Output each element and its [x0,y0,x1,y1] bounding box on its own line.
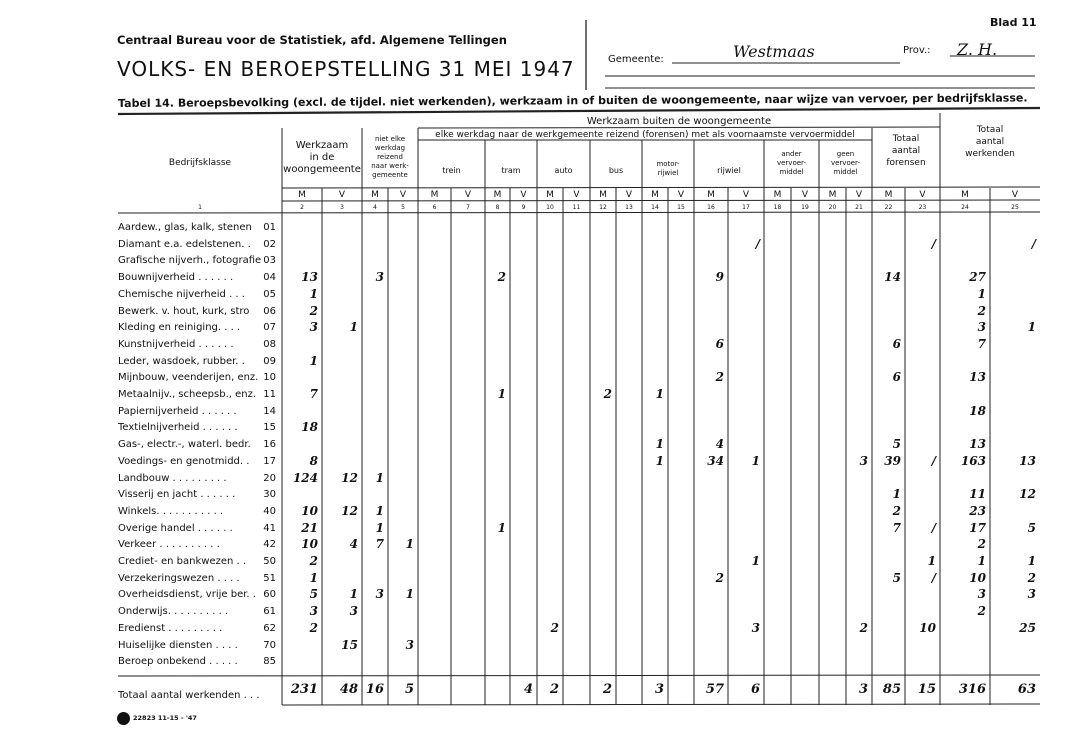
header-mode-geen-vervoermiddel: geen vervoer- middel [830,150,860,176]
cell-value: 163 [960,453,986,468]
cell-value: 34 [707,453,724,468]
column-number: 17 [742,204,750,211]
column-number: 3 [340,204,344,211]
row-code: 15 [263,422,276,434]
cell-value: 1 [751,554,760,568]
column-number: 19 [801,204,809,211]
mv-label: V [338,190,346,200]
column-number: 6 [432,204,437,211]
total-value: 316 [958,682,986,697]
cell-value: 13 [301,270,318,285]
cell-value: 9 [715,270,724,285]
cell-value: 1 [375,503,384,518]
mv-label: M [599,190,607,200]
row-code: 04 [263,272,276,284]
row-label: Overheidsdienst, vrije ber. . [118,589,256,601]
total-value: 85 [882,682,901,697]
cell-value: 1 [375,520,384,535]
row-code: 11 [263,389,276,400]
row-code: 03 [263,255,276,267]
cell-value: 6 [715,336,724,351]
census-title: VOLKS- EN BEROEPSTELLING 31 MEI 1947 [117,57,575,81]
header-mode-rijwiel: rijwiel [717,166,741,175]
column-number: 23 [918,204,927,211]
footer-print-code: 22823 11-15 - '47 [133,714,197,722]
cell-value: 2 [550,620,559,635]
cell-value: 3 [349,604,358,619]
cell-value: 25 [1019,620,1036,635]
cell-value: 27 [969,270,986,285]
cell-value: 2 [1027,570,1036,585]
cell-value: 1 [309,286,318,301]
row-label: Voedings- en genotmidd. . [118,455,250,467]
total-value: 3 [858,682,868,697]
column-number: 4 [373,204,377,211]
header-werkzaam-in-woongemeente: Werkzaam in de woongemeente [283,140,361,175]
cell-value: 14 [884,270,901,285]
row-label: Overige handel . . . . . . [118,522,233,534]
column-number: 21 [855,204,863,211]
row-code: 02 [263,238,276,250]
row-label: Chemische nijverheid . . . [118,288,245,300]
mv-label: M [298,190,306,200]
mv-label: M [773,190,782,200]
cell-value: 5 [1027,520,1036,535]
row-label: Bewerk. v. hout, kurk, stro [118,305,250,317]
cell-value: 2 [497,270,506,285]
cell-value: 21 [301,520,318,535]
row-code: 17 [263,455,276,467]
prov-label: Prov.: [903,45,931,56]
cell-value: 1 [349,320,358,335]
cell-value: 2 [309,554,318,568]
cell-value: 12 [1019,487,1036,502]
cell-value: 2 [892,503,901,518]
total-row-label: Totaal aantal werkenden . . . [118,690,260,701]
row-code: 20 [263,472,276,484]
total-value: 63 [1017,682,1036,697]
column-number: 10 [546,204,554,211]
cell-value: 18 [301,420,318,435]
cell-value: / [1031,236,1036,251]
header-elke-werkdag: elke werkdag naar de werkgemeente reizend (forensen) met als voornaamste vervoermiddel [435,130,855,140]
column-number: 18 [773,204,782,211]
row-label: Aardew., glas, kalk, stenen [118,222,252,233]
mv-label: M [828,190,837,200]
row-label: Bouwnijverheid . . . . . . [118,272,234,284]
cell-value: 18 [969,403,986,418]
column-number: 5 [401,204,405,211]
mv-label: V [573,190,580,200]
table-title: Tabel 14. Beroepsbevolking (excl. de tijdel. niet werkenden), werkzaam in of buiten de woongemeente, naar wijze van vervoer, per bedrijfsklasse. [118,91,1028,110]
row-label: Beroep onbekend . . . . . [118,656,238,668]
total-value: 48 [339,682,358,697]
header-mode-motorrijwiel: motor- rijwiel [656,160,680,177]
cell-value: 3 [309,320,318,335]
total-value: 16 [365,682,384,697]
cell-value: 2 [859,620,868,635]
gemeente-label: Gemeente: [608,54,664,65]
column-number: 13 [625,204,633,211]
cell-value: 3 [375,270,384,285]
cell-value: 13 [969,437,986,452]
row-code: 40 [263,505,276,517]
cell-value: 8 [309,453,318,468]
cell-value: 1 [497,387,506,401]
mv-label: M [493,190,502,200]
row-code: 10 [263,372,276,384]
row-label: Papiernijverheid . . . . . . [118,405,237,417]
row-code: 30 [263,489,276,501]
cell-value: 1 [1027,554,1036,568]
column-number: 9 [521,204,526,211]
row-code: 42 [263,539,276,551]
page-number: Blad 11 [990,16,1037,29]
row-label: Verzekeringswezen . . . . [118,572,240,584]
cell-value: 1 [405,537,414,552]
row-code: 14 [263,405,276,417]
header-mode-trein: trein [442,166,461,175]
column-number: 11 [572,204,581,211]
row-label: Verkeer . . . . . . . . . . [118,539,220,551]
column-number: 12 [599,204,607,211]
total-value: 2 [549,682,559,697]
mv-label: V [855,190,863,200]
cell-value: 1 [655,387,664,401]
header-totaal-forensen: Totaal aantal forensen [886,134,926,168]
header-totaal-werkenden: Totaal aantal werkenden [965,125,1015,159]
column-number: 2 [300,204,304,211]
cell-value: 2 [977,303,986,318]
cell-value: 1 [349,587,358,602]
row-label: Leder, wasdoek, rubber. . [118,355,245,367]
cell-value: 23 [969,503,986,518]
row-label: Eredienst . . . . . . . . . [118,622,223,634]
total-value: 6 [750,682,760,697]
row-label: Kunstnijverheid . . . . . . [118,338,234,350]
row-code: 01 [263,222,276,233]
cell-value: 11 [969,487,986,502]
cell-value: 39 [884,453,901,468]
cell-value: 12 [341,503,358,518]
cell-value: 13 [1019,453,1036,468]
cell-value: 1 [655,437,664,452]
total-value: 57 [705,682,724,697]
row-label: Crediet- en bankwezen . . [118,556,247,567]
row-label: Landbouw . . . . . . . . . [118,472,227,484]
cell-value: 1 [751,453,760,468]
row-code: 61 [263,606,276,618]
mv-label: M [707,190,715,200]
cell-value: 7 [977,336,986,351]
total-value: 15 [917,682,936,697]
cell-value: 3 [405,637,414,652]
column-number: 15 [677,204,685,211]
cell-value: 1 [977,554,986,568]
total-value: 3 [654,682,664,697]
mv-label: V [801,190,809,200]
column-number: 22 [884,204,893,211]
cell-value: 3 [1027,587,1036,602]
row-code: 06 [263,305,276,317]
row-code: 08 [263,338,276,350]
row-code: 05 [263,288,276,300]
total-value: 2 [602,682,612,697]
cell-value: 1 [927,554,936,568]
row-code: 09 [263,355,276,367]
row-code: 51 [263,572,276,584]
row-label: Diamant e.a. edelstenen. . [118,238,251,250]
cell-value: 6 [892,336,901,351]
column-number: 16 [707,204,715,211]
mv-label: V [919,190,926,200]
mv-label: V [399,190,407,200]
cell-value: 1 [655,453,664,468]
cell-value: 5 [892,437,901,452]
header-werkzaam-buiten: Werkzaam buiten de woongemeente [586,116,772,127]
header-mode-auto: auto [554,166,573,175]
column-number: 1 [198,204,202,211]
cell-value: 3 [375,587,384,602]
cell-value: 2 [309,303,318,318]
mv-label: V [520,190,527,200]
mv-label: M [371,190,379,200]
row-label: Grafische nijverh., fotografie [118,255,262,267]
cbs-logo-icon [117,712,130,725]
cell-value: / [931,520,936,535]
column-number: 24 [961,204,969,211]
cell-value: 1 [375,470,384,485]
row-label: Gas-, electr.-, waterl. bedr. [118,439,251,451]
total-value: 4 [523,682,533,697]
cell-value: 1 [309,570,318,585]
total-value: 5 [404,682,414,697]
mv-label: M [961,190,969,200]
row-code: 85 [263,656,276,668]
cell-value: 5 [892,570,901,585]
cell-value: 13 [969,370,986,385]
row-code: 16 [263,439,276,451]
cell-value: 10 [919,620,936,635]
cell-value: 2 [977,604,986,619]
cell-value: / [931,453,936,468]
cell-value: 10 [301,503,318,518]
row-code: 07 [263,322,276,334]
column-number: 14 [651,204,659,211]
cell-value: 7 [309,387,318,401]
mv-label: M [430,190,439,200]
row-code: 41 [263,522,276,534]
mv-label: M [884,190,893,200]
mv-label: V [625,190,633,200]
total-value: 231 [290,682,318,697]
cell-value: 2 [715,570,724,585]
row-label: Huiselijke diensten . . . . [118,639,238,651]
cell-value: 2 [715,370,724,385]
cell-value: 7 [892,520,901,535]
row-label: Winkels. . . . . . . . . . . [118,505,224,517]
cell-value: 3 [859,453,868,468]
cell-value: / [755,236,760,251]
cell-value: 3 [751,620,760,635]
cell-value: 1 [309,353,318,368]
cell-value: 2 [977,537,986,552]
cell-value: 3 [977,320,986,335]
mv-label: V [1011,190,1019,200]
cell-value: / [931,570,936,585]
row-label: Onderwijs. . . . . . . . . . [118,606,229,618]
cell-value: 2 [309,620,318,635]
header-mode-tram: tram [501,166,521,175]
row-code: 62 [263,622,276,634]
mv-label: V [464,190,472,200]
cell-value: 4 [715,437,724,452]
cell-value: 1 [892,487,901,502]
header-mode-bus: bus [608,166,624,175]
cell-value: 1 [497,520,506,535]
cell-value: 10 [301,537,318,552]
cell-value: 12 [341,470,358,485]
cell-value: 1 [1027,320,1036,335]
row-label: Visserij en jacht . . . . . . [118,489,236,501]
cell-value: 124 [292,470,318,485]
cell-value: 17 [969,520,986,535]
cell-value: 3 [309,604,318,619]
column-number: 20 [828,204,837,211]
cell-value: 3 [977,587,986,602]
row-label: Textielnijverheid . . . . . . [118,422,238,434]
column-number: 25 [1011,204,1019,211]
header-mode-ander-vervoermiddel: ander vervoer- middel [776,150,806,176]
mv-label: M [651,190,659,200]
prov-value: Z. H. [957,40,998,59]
mv-label: M [546,190,554,200]
cell-value: / [931,236,936,251]
mv-label: V [677,190,685,200]
column-number: 8 [495,204,500,211]
header-bedrijfsklasse: Bedrijfsklasse [168,158,232,168]
gemeente-value: Westmaas [733,42,815,61]
row-code: 50 [263,556,276,567]
cell-value: 2 [603,387,612,401]
bureau-name: Centraal Bureau voor de Statistiek, afd. Algemene Tellingen [117,33,507,47]
cell-value: 7 [375,537,384,552]
cell-value: 10 [969,570,986,585]
row-label: Kleding en reiniging. . . . [118,322,241,334]
cell-value: 5 [309,587,318,602]
row-code: 70 [263,639,276,651]
row-label: Mijnbouw, veenderijen, enz. [118,372,259,384]
cell-value: 15 [341,637,358,652]
cell-value: 1 [977,286,986,301]
cell-value: 4 [349,537,358,552]
mv-label: V [742,190,750,200]
row-label: Metaalnijv., scheepsb., enz. [118,389,257,400]
cell-value: 6 [892,370,901,385]
row-code: 60 [263,589,276,601]
header-niet-elke-werkdag: niet elke werkdag reizend naar werk- gemeente [371,135,409,179]
column-number: 7 [466,204,470,211]
cell-value: 1 [405,587,414,602]
